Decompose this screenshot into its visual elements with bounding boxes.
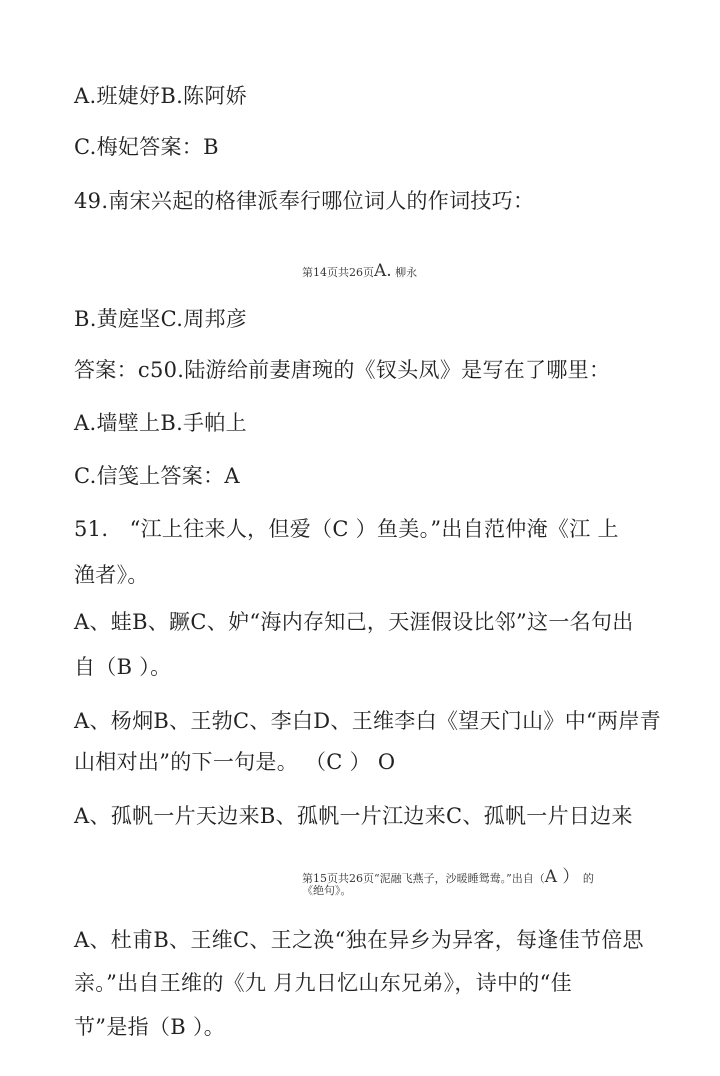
options-and-question-line6: 亲。”出自王维的《九 月九日忆山东兄弟》，诗中的“佳 <box>74 971 572 995</box>
option-line-b-c: B.黄庭坚C.周邦彦 <box>74 307 248 331</box>
footer-page-number: 第14页共26页 <box>302 266 374 279</box>
options-and-question-line2: 自（B ）。 <box>74 655 172 679</box>
question-51-line1: 51. “江上往来人，但爱（C ）鱼美。”出自范仲淹《江 上 <box>74 517 619 541</box>
option-line-c-answer-50: C.信笺上答案：A <box>74 464 240 488</box>
option-line-a-b: A.班婕妤B.陈阿娇 <box>74 84 247 108</box>
question-51-line2: 渔者》。 <box>74 563 149 587</box>
footer-page-text: 第15页共26页“泥融飞燕子，沙暖睡鸳鸯。”出自（ <box>302 872 545 885</box>
option-line-c-answer: C.梅妃答案：B <box>74 135 219 159</box>
page-footer-14 <box>302 261 417 281</box>
options-and-question-line4: 山相对出”的下一句是。 （C ） O <box>74 750 396 774</box>
options-and-question-line5: A、杜甫B、王维C、王之涣“独在异乡为异客，每逢佳节倍思 <box>74 928 644 952</box>
options-and-question-line1: A、蛙B、蹶C、妒“海内存知己，天涯假设比邻”这一名句出 <box>74 610 634 634</box>
footer-answer-letter: A ） <box>544 867 580 887</box>
footer-tail: 的 <box>579 872 594 885</box>
options-line-gufan: A、孤帆一片天边来B、孤帆一片江边来C、孤帆一片日边来 <box>74 804 633 828</box>
answer-and-question-50: 答案：c50.陆游给前妻唐琬的《钗头凤》是写在了哪里： <box>74 358 611 382</box>
footer-option-letter: A. <box>374 261 392 281</box>
options-and-question-line7: 节”是指（B ）。 <box>74 1015 226 1039</box>
page-footer-15-line2: 《绝句》。 <box>302 884 352 897</box>
footer-option-text: 柳永 <box>391 266 418 279</box>
option-line-a-b-50: A.墙壁上B.手帕上 <box>74 411 247 435</box>
question-49: 49.南宋兴起的格律派奉行哪位词人的作词技巧： <box>74 189 535 213</box>
options-and-question-line3: A、杨炯B、王勃C、李白D、王维李白《望天门山》中“两岸青 <box>74 709 661 733</box>
